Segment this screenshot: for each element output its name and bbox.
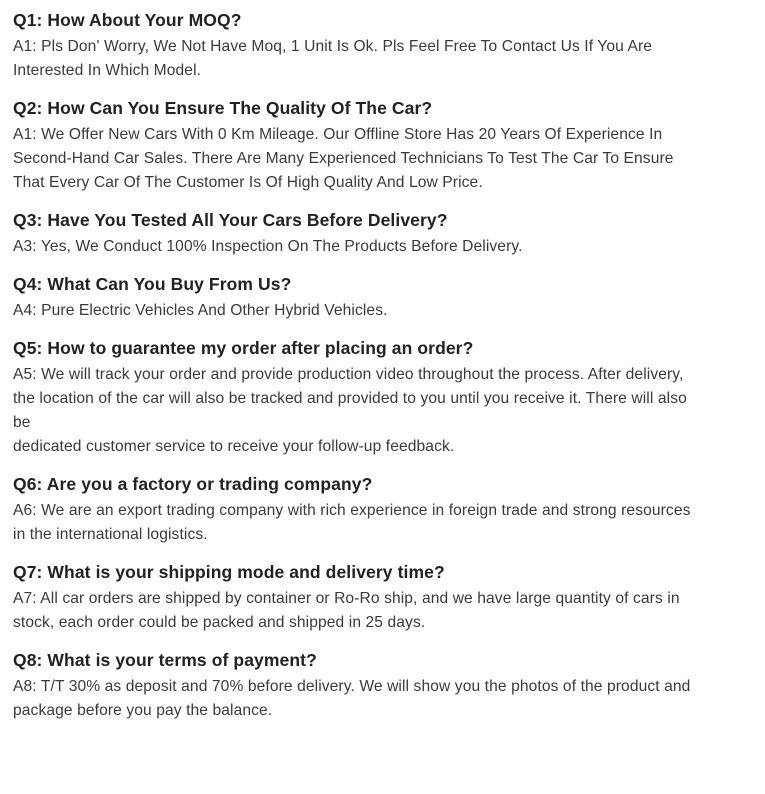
faq-answer — [13, 35, 753, 83]
faq-question: Q4: What Can You Buy From Us? — [13, 274, 292, 294]
faq-answer-line: dedicated customer service to receive your follow-up feedback. — [13, 438, 455, 455]
faq-question: Q1: How About Your MOQ? — [13, 10, 242, 30]
faq-answer-line: stock, each order could be packed and shipped in 25 days. — [13, 614, 426, 631]
faq-answer — [13, 499, 753, 547]
faq-answer-line: A8: T/T 30% as deposit and 70% before delivery. We will show you the photos of the product and — [13, 678, 691, 695]
faq-answer-line: That Every Car Of The Customer Is Of High Quality And Low Price. — [13, 174, 483, 191]
faq-question: Q7: What is your shipping mode and delivery time? — [13, 562, 445, 582]
faq-answer — [13, 123, 753, 195]
faq-answer-line: A1: We Offer New Cars With 0 Km Mileage. Our Offline Store Has 20 Years Of Experience In — [13, 126, 663, 143]
faq-question: Q6: Are you a factory or trading company? — [13, 474, 373, 494]
faq-item-7 — [13, 560, 753, 635]
faq-answer-line: Interested In Which Model. — [13, 62, 202, 79]
faq-item-1 — [13, 8, 753, 83]
faq-item-5 — [13, 336, 753, 459]
faq-answer-line: A3: Yes, We Conduct 100% Inspection On The Products Before Delivery. — [13, 238, 523, 255]
faq-answer-line: in the international logistics. — [13, 526, 208, 543]
faq-item-8 — [13, 648, 753, 723]
faq-answer — [13, 675, 753, 723]
faq-answer-line: A6: We are an export trading company with rich experience in foreign trade and strong resources — [13, 502, 691, 519]
faq-answer-line: A7: All car orders are shipped by container or Ro-Ro ship, and we have large quantity of cars in — [13, 590, 680, 607]
faq-item-6 — [13, 472, 753, 547]
faq-answer — [13, 235, 753, 259]
faq-answer-line: A5: We will track your order and provide production video throughout the process. After delivery, — [13, 366, 684, 383]
faq-answer-line: Second-Hand Car Sales. There Are Many Experienced Technicians To Test The Car To Ensure — [13, 150, 674, 167]
faq-item-2 — [13, 96, 753, 195]
faq-question: Q3: Have You Tested All Your Cars Before Delivery? — [13, 210, 448, 230]
faq-answer-line: package before you pay the balance. — [13, 702, 273, 719]
faq-answer — [13, 299, 753, 323]
faq-item-3 — [13, 208, 753, 259]
faq-answer-line: A1: Pls Don' Worry, We Not Have Moq, 1 Unit Is Ok. Pls Feel Free To Contact Us If You Are — [13, 38, 653, 55]
faq-question: Q8: What is your terms of payment? — [13, 650, 317, 670]
faq-answer — [13, 363, 753, 459]
faq-question: Q5: How to guarantee my order after placing an order? — [13, 338, 474, 358]
faq-item-4 — [13, 272, 753, 323]
faq-answer — [13, 587, 753, 635]
faq-answer-line: be — [13, 414, 31, 431]
faq-answer-line: A4: Pure Electric Vehicles And Other Hybrid Vehicles. — [13, 302, 388, 319]
faq-question: Q2: How Can You Ensure The Quality Of The Car? — [13, 98, 433, 118]
faq-answer-line: the location of the car will also be tracked and provided to you until you receive it. There will also — [13, 390, 687, 407]
